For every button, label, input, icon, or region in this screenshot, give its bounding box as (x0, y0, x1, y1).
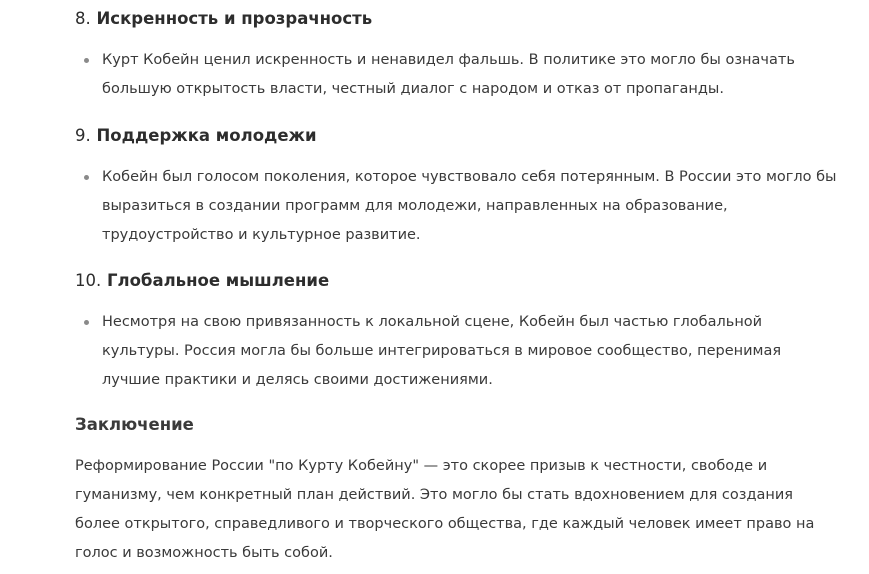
section-title: Поддержка молодежи (96, 126, 317, 145)
section-number: 9. (75, 126, 91, 145)
bullet-dot-icon (84, 175, 89, 180)
bullet-dot-icon (84, 320, 89, 325)
section-10-bullet-text: Несмотря на свою привязанность к локальной сцене, Кобейн был частью глобальной культуры. Россия могла бы больше интегрироваться в мировое сообщество, перенимая лучшие практики и делясь своими достижениями. (102, 314, 782, 388)
section-title: Искренность и прозрачность (96, 9, 373, 28)
conclusion-paragraph: Реформирование России "по Курту Кобейну" — это скорее призыв к честности, свободе и гуманизму, чем конкретный план действий. Это могло бы стать вдохновением для создания более открытого, справедливого и творческого общества, где каждый человек имеет право на голос и возможность быть собой. (75, 458, 815, 561)
bullet-dot-icon (84, 58, 89, 63)
section-9-bullet-text: Кобейн был голосом поколения, которое чувствовало себя потерянным. В России это могло бы выразиться в создании программ для молодежи, направленных на образование, трудоустройство и культурное развитие. (102, 169, 837, 243)
conclusion-heading: Заключение (75, 415, 194, 434)
section-heading-9 (75, 125, 317, 147)
section-number: 10. (75, 271, 102, 290)
section-heading-8 (75, 8, 372, 30)
section-heading-10 (75, 270, 329, 292)
section-title: Глобальное мышление (107, 271, 330, 290)
section-number: 8. (75, 9, 91, 28)
section-8-bullet-text: Курт Кобейн ценил искренность и ненавидел фальшь. В политике это могло бы означать большую открытость власти, честный диалог с народом и отказ от пропаганды. (102, 52, 795, 97)
